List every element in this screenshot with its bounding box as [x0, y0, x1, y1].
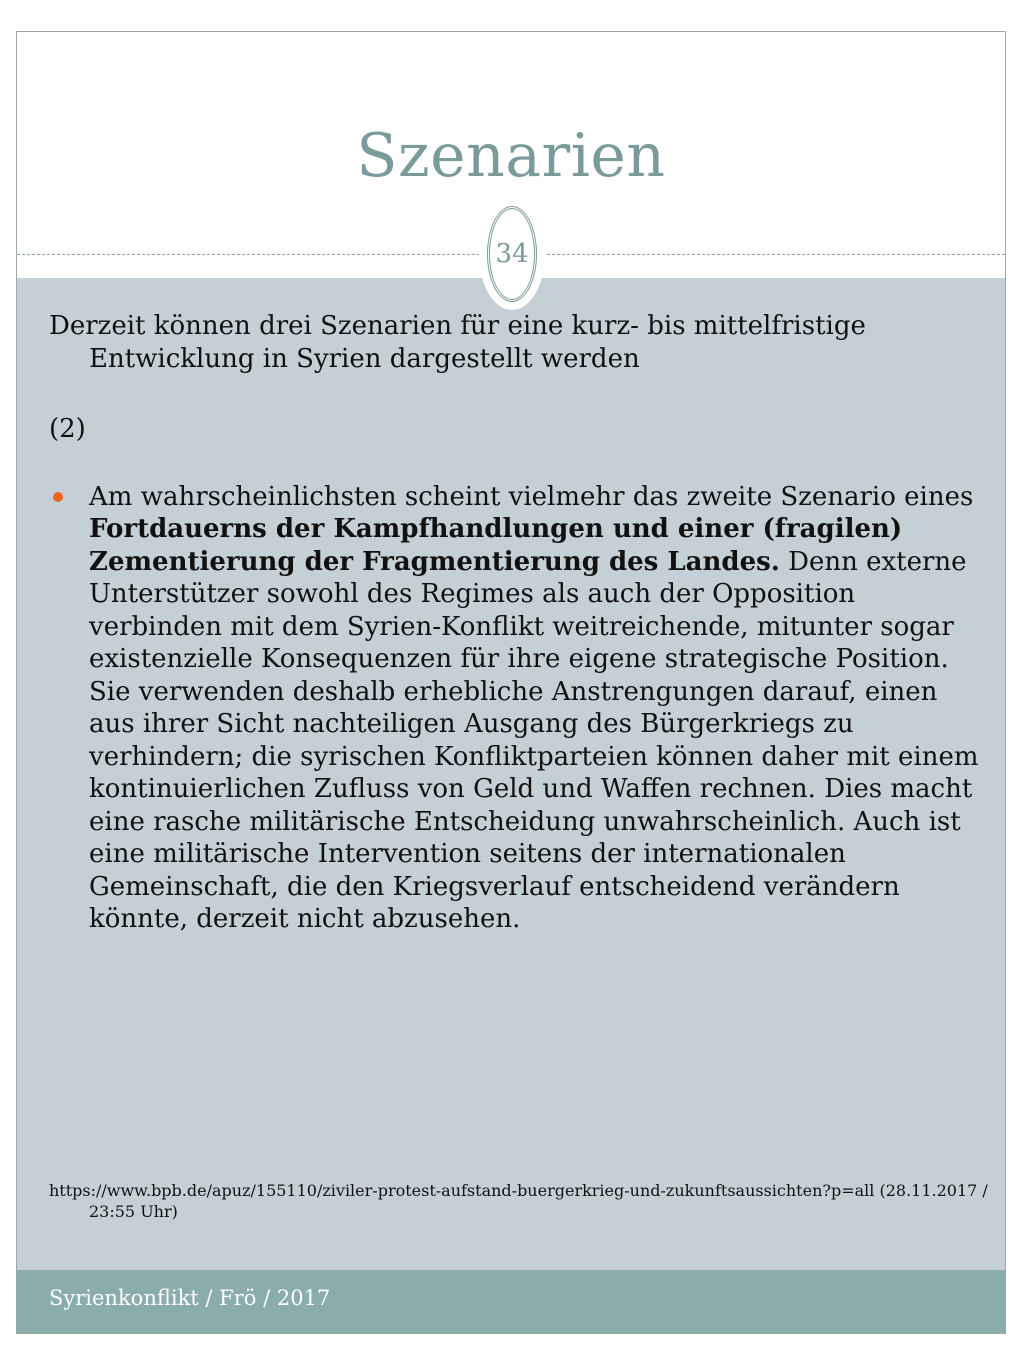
- bullet-item: [49, 481, 979, 936]
- slide-body: [49, 310, 979, 936]
- page-number: 34: [487, 206, 537, 302]
- bullet-text-lead: Am wahrscheinlichsten scheint vielmehr das zweite Szenario eines: [89, 481, 974, 512]
- slide-title: Szenarien: [356, 121, 666, 191]
- section-marker: (2): [49, 414, 86, 444]
- bullet-text: [89, 481, 979, 936]
- slide-footer: [17, 1270, 1005, 1334]
- bullet-text-rest: Denn externe Unterstützer sowohl des Regimes als auch der Opposition verbinden mit dem Syrien-Konflikt weitreichende, mitunter sogar existenzielle Konsequenzen für ihre eigene strategische Position. Sie verwenden deshalb erhebliche Anstrengungen darauf, einen aus ihrer Sicht nachteiligen Ausgang des Bürgerkriegs zu verhindern; die syrischen Konfliktparteien können daher mit einem kontinuierlichen Zufluss von Geld und Waffen rechnen. Dies macht eine rasche militärische Entscheidung unwahrscheinlich. Auch ist eine militärische Intervention seitens der internationalen Gemeinschaft, die den Kriegsverlauf entscheidend verändern könnte, derzeit nicht abzusehen.: [89, 546, 979, 934]
- intro-paragraph: Derzeit können drei Szenarien für eine kurz- bis mittelfristige Entwicklung in Syrien dargestellt werden: [49, 311, 866, 374]
- page-number-badge: [479, 198, 545, 310]
- slide: [16, 31, 1006, 1334]
- footer-text: Syrienkonflikt / Frö / 2017: [49, 1286, 331, 1310]
- source-reference: https://www.bpb.de/apuz/155110/ziviler-protest-aufstand-buergerkrieg-und-zukunftsaussichten?p=all (28.11.2017 / 23:55 Uhr): [49, 1181, 988, 1221]
- bullet-text-bold: Fortdauerns der Kampfhandlungen und einer (fragilen) Zementierung der Fragmentierung des Landes.: [89, 514, 903, 577]
- bullet-dot-icon: [53, 492, 63, 502]
